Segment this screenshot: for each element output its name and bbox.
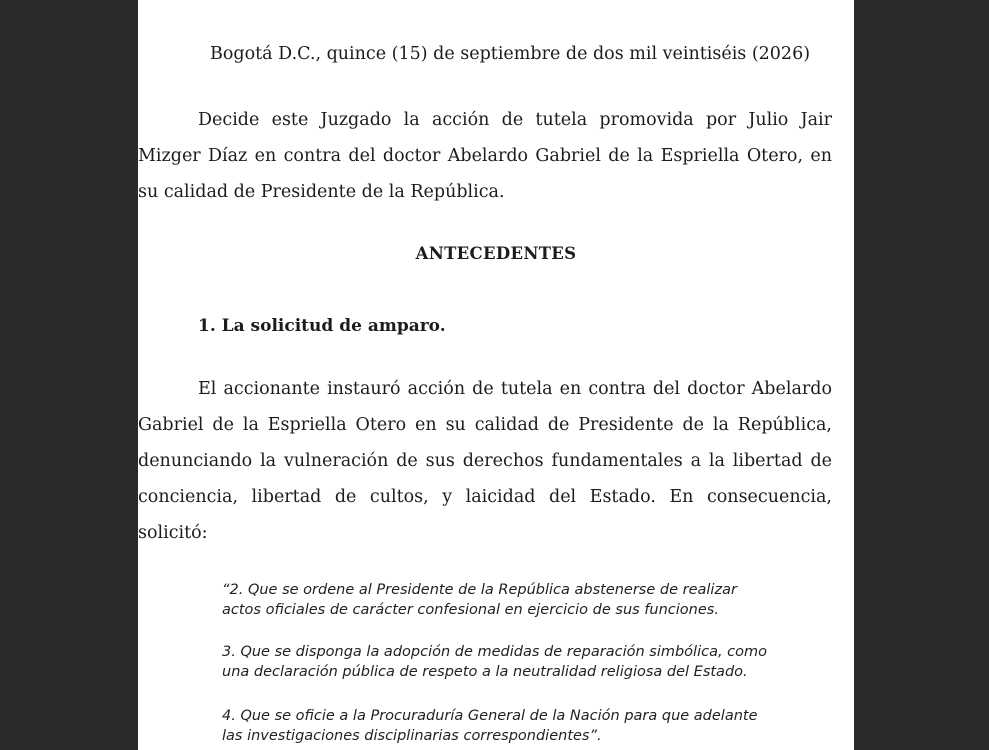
quote-line: las investigaciones disciplinarias correspondientes”. — [222, 728, 602, 744]
quote-line: 3. Que se disponga la adopción de medidas de reparación simbólica, como — [222, 644, 768, 660]
intro-line: Decide este Juzgado la acción de tutela promovida por Julio Jair — [198, 110, 832, 130]
section-heading: ANTECEDENTES — [415, 244, 577, 263]
quote-line: “2. Que se ordene al Presidente de la República abstenerse de realizar — [222, 582, 737, 598]
body-line: solicitó: — [138, 523, 208, 543]
quote-line: actos oficiales de carácter confesional en ejercicio de sus funciones. — [222, 602, 719, 618]
quote-line: una declaración pública de respeto a la neutralidad religiosa del Estado. — [222, 664, 748, 680]
document-page — [138, 0, 854, 750]
intro-line: su calidad de Presidente de la República. — [138, 182, 505, 202]
subsection-heading: 1. La solicitud de amparo. — [198, 316, 446, 336]
date-line: Bogotá D.C., quince (15) de septiembre de dos mil veintiséis (2026) — [210, 44, 811, 64]
body-line: denunciando la vulneración de sus derechos fundamentales a la libertad de — [138, 451, 832, 471]
quoted-request — [222, 706, 844, 746]
quoted-request — [222, 580, 844, 620]
quote-line: 4. Que se oficie a la Procuraduría General de la Nación para que adelante — [222, 708, 758, 724]
body-line: conciencia, libertad de cultos, y laicidad del Estado. En consecuencia, — [138, 487, 832, 507]
quoted-request — [222, 642, 844, 682]
body-line: Gabriel de la Espriella Otero en su calidad de Presidente de la República, — [138, 415, 832, 435]
body-line: El accionante instauró acción de tutela en contra del doctor Abelardo — [198, 379, 832, 399]
intro-line: Mizger Díaz en contra del doctor Abelardo Gabriel de la Espriella Otero, en — [138, 146, 832, 166]
